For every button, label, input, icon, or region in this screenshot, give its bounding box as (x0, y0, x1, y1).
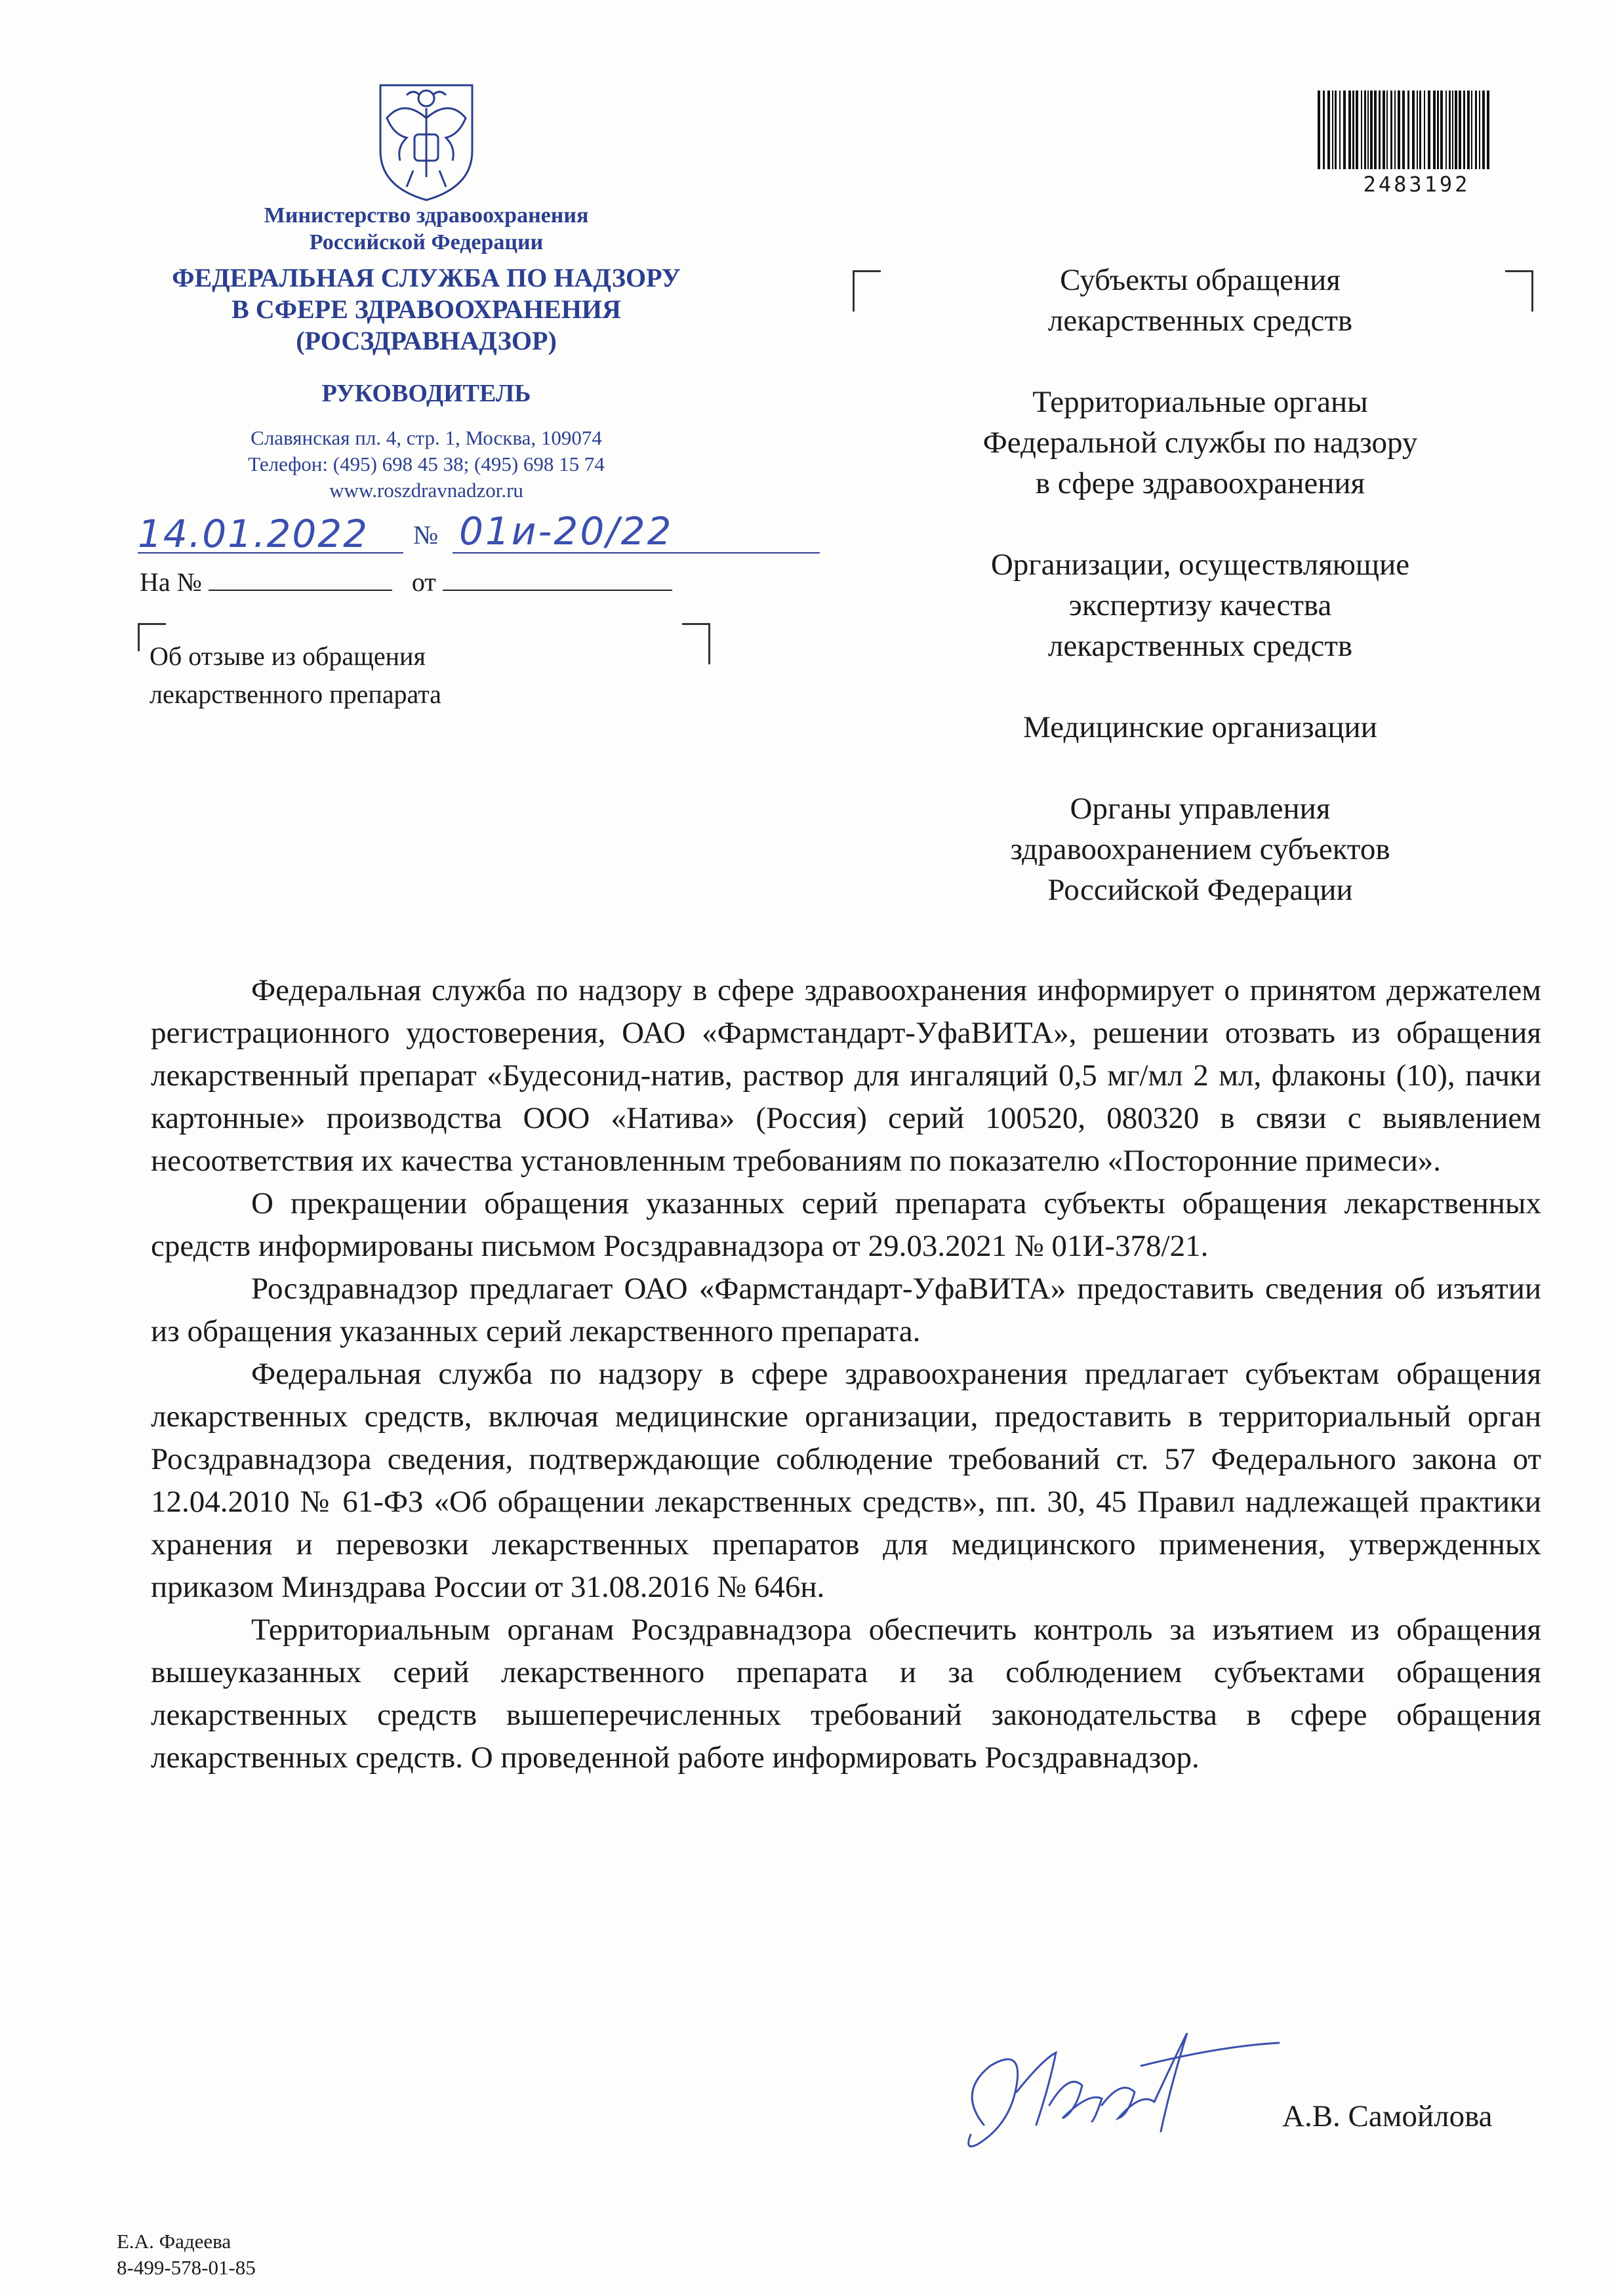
barcode-bar (1412, 91, 1415, 169)
barcode-bar (1437, 91, 1439, 169)
barcode-bar (1327, 91, 1330, 169)
barcode-icon (1315, 91, 1492, 176)
barcode-bar (1482, 91, 1485, 169)
barcode-bar (1364, 91, 1366, 169)
recipient-2-line-1: Территориальные органы (1032, 385, 1368, 419)
barcode-bar (1433, 91, 1436, 169)
barcode-bar (1339, 91, 1341, 169)
barcode-bar (1445, 91, 1447, 169)
barcode-bar (1467, 91, 1470, 169)
barcode-bar (1390, 91, 1392, 169)
barcode-bar (1428, 91, 1430, 169)
barcode-bar (1471, 91, 1472, 169)
body-paragraph-3: Росздравнадзор предлагает ОАО «Фармстандарт-УфаВИТА» предоставить сведения об изъятии из обращения указанных серий лекарственного препарата. (151, 1272, 1541, 1348)
website-line: www.roszdravnadzor.ru (329, 479, 523, 502)
date-underline (138, 552, 403, 554)
recipients-list (918, 260, 1482, 910)
coat-of-arms-emblem-icon (367, 72, 485, 203)
letter-body (151, 969, 1541, 1779)
barcode-bar (1407, 91, 1409, 169)
ministry-name (190, 202, 662, 256)
number-underline (453, 552, 820, 554)
barcode-bar (1343, 91, 1346, 169)
barcode-bar (1394, 91, 1396, 169)
recipient-4 (918, 707, 1482, 748)
barcode-bar (1487, 91, 1489, 169)
recipient-1-line-2: лекарственных средств (1047, 304, 1353, 338)
body-paragraph-4: Федеральная служба по надзору в сфере здравоохранения предлагает субъектам обращения лекарственных средств, включая медицинские организации, предоставить в территориальный орган Росздравнадзора сведения, подтверждающие соблюдение требований ст. 57 Федерального закона от 12.04.2010 № 61-ФЗ «Об обращении лекарственных средств», пп. 30, 45 Правил надлежащей практики хранения и перевозки лекарственных препаратов для медицинского применения, утвержденных приказом Минздрава России от 31.08.2016 № 646н. (151, 1357, 1541, 1604)
ministry-line-1: Министерство здравоохранения (264, 203, 589, 228)
ref-from-label: от (411, 567, 436, 597)
recipient-1-line-1: Субъекты обращения (1060, 263, 1341, 297)
subject-line-1: Об отзыве из обращения (150, 641, 426, 671)
barcode-bar (1386, 91, 1388, 169)
barcode-bar (1352, 91, 1354, 169)
handwritten-signature-icon (944, 1994, 1371, 2164)
subject-line-2: лекарственного препарата (150, 679, 441, 709)
recipient-5-line-3: Российской Федерации (1047, 873, 1353, 907)
recipient-3-line-3: лекарственных средств (1047, 629, 1353, 663)
handwritten-number: 01и-20/22 (459, 509, 674, 554)
barcode-bar (1332, 91, 1333, 169)
ref-number-label: На № (140, 567, 202, 597)
letterhead-contacts (164, 425, 689, 504)
barcode-bar (1452, 91, 1453, 169)
service-line-1: ФЕДЕРАЛЬНАЯ СЛУЖБА ПО НАДЗОРУ (172, 263, 681, 292)
barcode-bar (1370, 91, 1373, 169)
recipient-5 (918, 788, 1482, 910)
executor-info (117, 2228, 256, 2281)
executor-phone: 8-499-578-01-85 (117, 2256, 256, 2279)
recipient-2-line-3: в сфере здравоохранения (1035, 466, 1365, 500)
signer-name: А.В. Самойлова (1282, 2099, 1493, 2133)
subject-corner-right (682, 623, 710, 664)
barcode-bar (1463, 91, 1465, 169)
recipients-corner-right (1505, 270, 1533, 312)
recipient-5-line-2: здравоохранением субъектов (1010, 832, 1390, 866)
body-paragraph-2: О прекращении обращения указанных серий препарата субъекты обращения лекарственных средств информированы письмом Росздравнадзора от 29.03.2021 № 01И-378/21. (151, 1186, 1541, 1263)
barcode-bar (1335, 91, 1337, 169)
service-line-3: (РОСЗДРАВНАДЗОР) (296, 326, 557, 355)
recipient-1 (918, 260, 1482, 341)
recipient-5-line-1: Органы управления (1070, 792, 1331, 826)
recipient-3-line-1: Организации, осуществляющие (990, 548, 1410, 582)
barcode-bar (1318, 91, 1320, 169)
barcode-bar (1479, 91, 1480, 169)
service-name (131, 262, 721, 357)
letter-subject (150, 637, 609, 714)
barcode-bar (1417, 91, 1418, 169)
registration-line (138, 509, 833, 557)
handwritten-date: 14.01.2022 (138, 512, 369, 556)
phone-line: Телефон: (495) 698 45 38; (495) 698 15 74 (248, 453, 605, 475)
barcode-bar (1348, 91, 1351, 169)
barcode-bar (1367, 91, 1369, 169)
position-title: РУКОВОДИТЕЛЬ (321, 380, 531, 407)
reference-line (140, 567, 717, 597)
barcode-bar (1419, 91, 1421, 169)
recipient-2 (918, 382, 1482, 504)
barcode-bar (1323, 91, 1325, 169)
barcode-bar (1475, 91, 1477, 169)
recipient-3-line-2: экспертизу качества (1068, 588, 1332, 622)
recipient-4-line-1: Медицинские организации (1023, 710, 1377, 744)
recipient-2-line-2: Федеральной службы по надзору (982, 426, 1418, 460)
barcode-bar (1361, 91, 1362, 169)
barcode-bar (1398, 91, 1400, 169)
barcode-bar (1449, 91, 1451, 169)
barcode-bar (1459, 91, 1461, 169)
barcode-bar (1424, 91, 1425, 169)
barcode-bar (1402, 91, 1405, 169)
recipient-3 (918, 544, 1482, 666)
body-paragraph-5: Территориальным органам Росздравнадзора обеспечить контроль за изъятием из обращения вышеуказанных серий лекарственного препарата и за соблюдением субъектами обращения лекарственных средств вышеперечисленных требований законодательства в сфере обращения лекарственных средств. О проведенной работе информировать Росздравнадзор. (151, 1613, 1541, 1775)
service-line-2: В СФЕРЕ ЗДРАВООХРАНЕНИЯ (232, 294, 621, 324)
address-line: Славянская пл. 4, стр. 1, Москва, 109074 (251, 426, 602, 449)
recipients-corner-left (853, 270, 881, 312)
ministry-line-2: Российской Федерации (309, 230, 544, 254)
barcode-bar (1379, 91, 1381, 169)
barcode-bar (1455, 91, 1457, 169)
ref-number-blank (209, 570, 392, 591)
barcode-bar (1356, 91, 1358, 169)
barcode-bar (1374, 91, 1377, 169)
number-sign: № (413, 520, 439, 550)
ref-date-blank (443, 570, 672, 591)
barcode-bar (1440, 91, 1443, 169)
executor-name: Е.А. Фадеева (117, 2230, 232, 2253)
barcode-bar (1383, 91, 1385, 169)
barcode-number: 2483192 (1363, 172, 1470, 197)
body-paragraph-1: Федеральная служба по надзору в сфере здравоохранения информирует о принятом держателем регистрационного удостоверения, ОАО «Фармстандарт-УфаВИТА», решении отозвать из обращения лекарственный препарат «Будесонид-натив, раствор для ингаляций 0,5 мг/мл 2 мл, флаконы (10), пачки картонные» производства ООО «Натива» (Россия) серий 100520, 080320 в связи с выявлением несоответствия их качества установленным требованиям по показателю «Посторонние примеси». (151, 973, 1541, 1178)
